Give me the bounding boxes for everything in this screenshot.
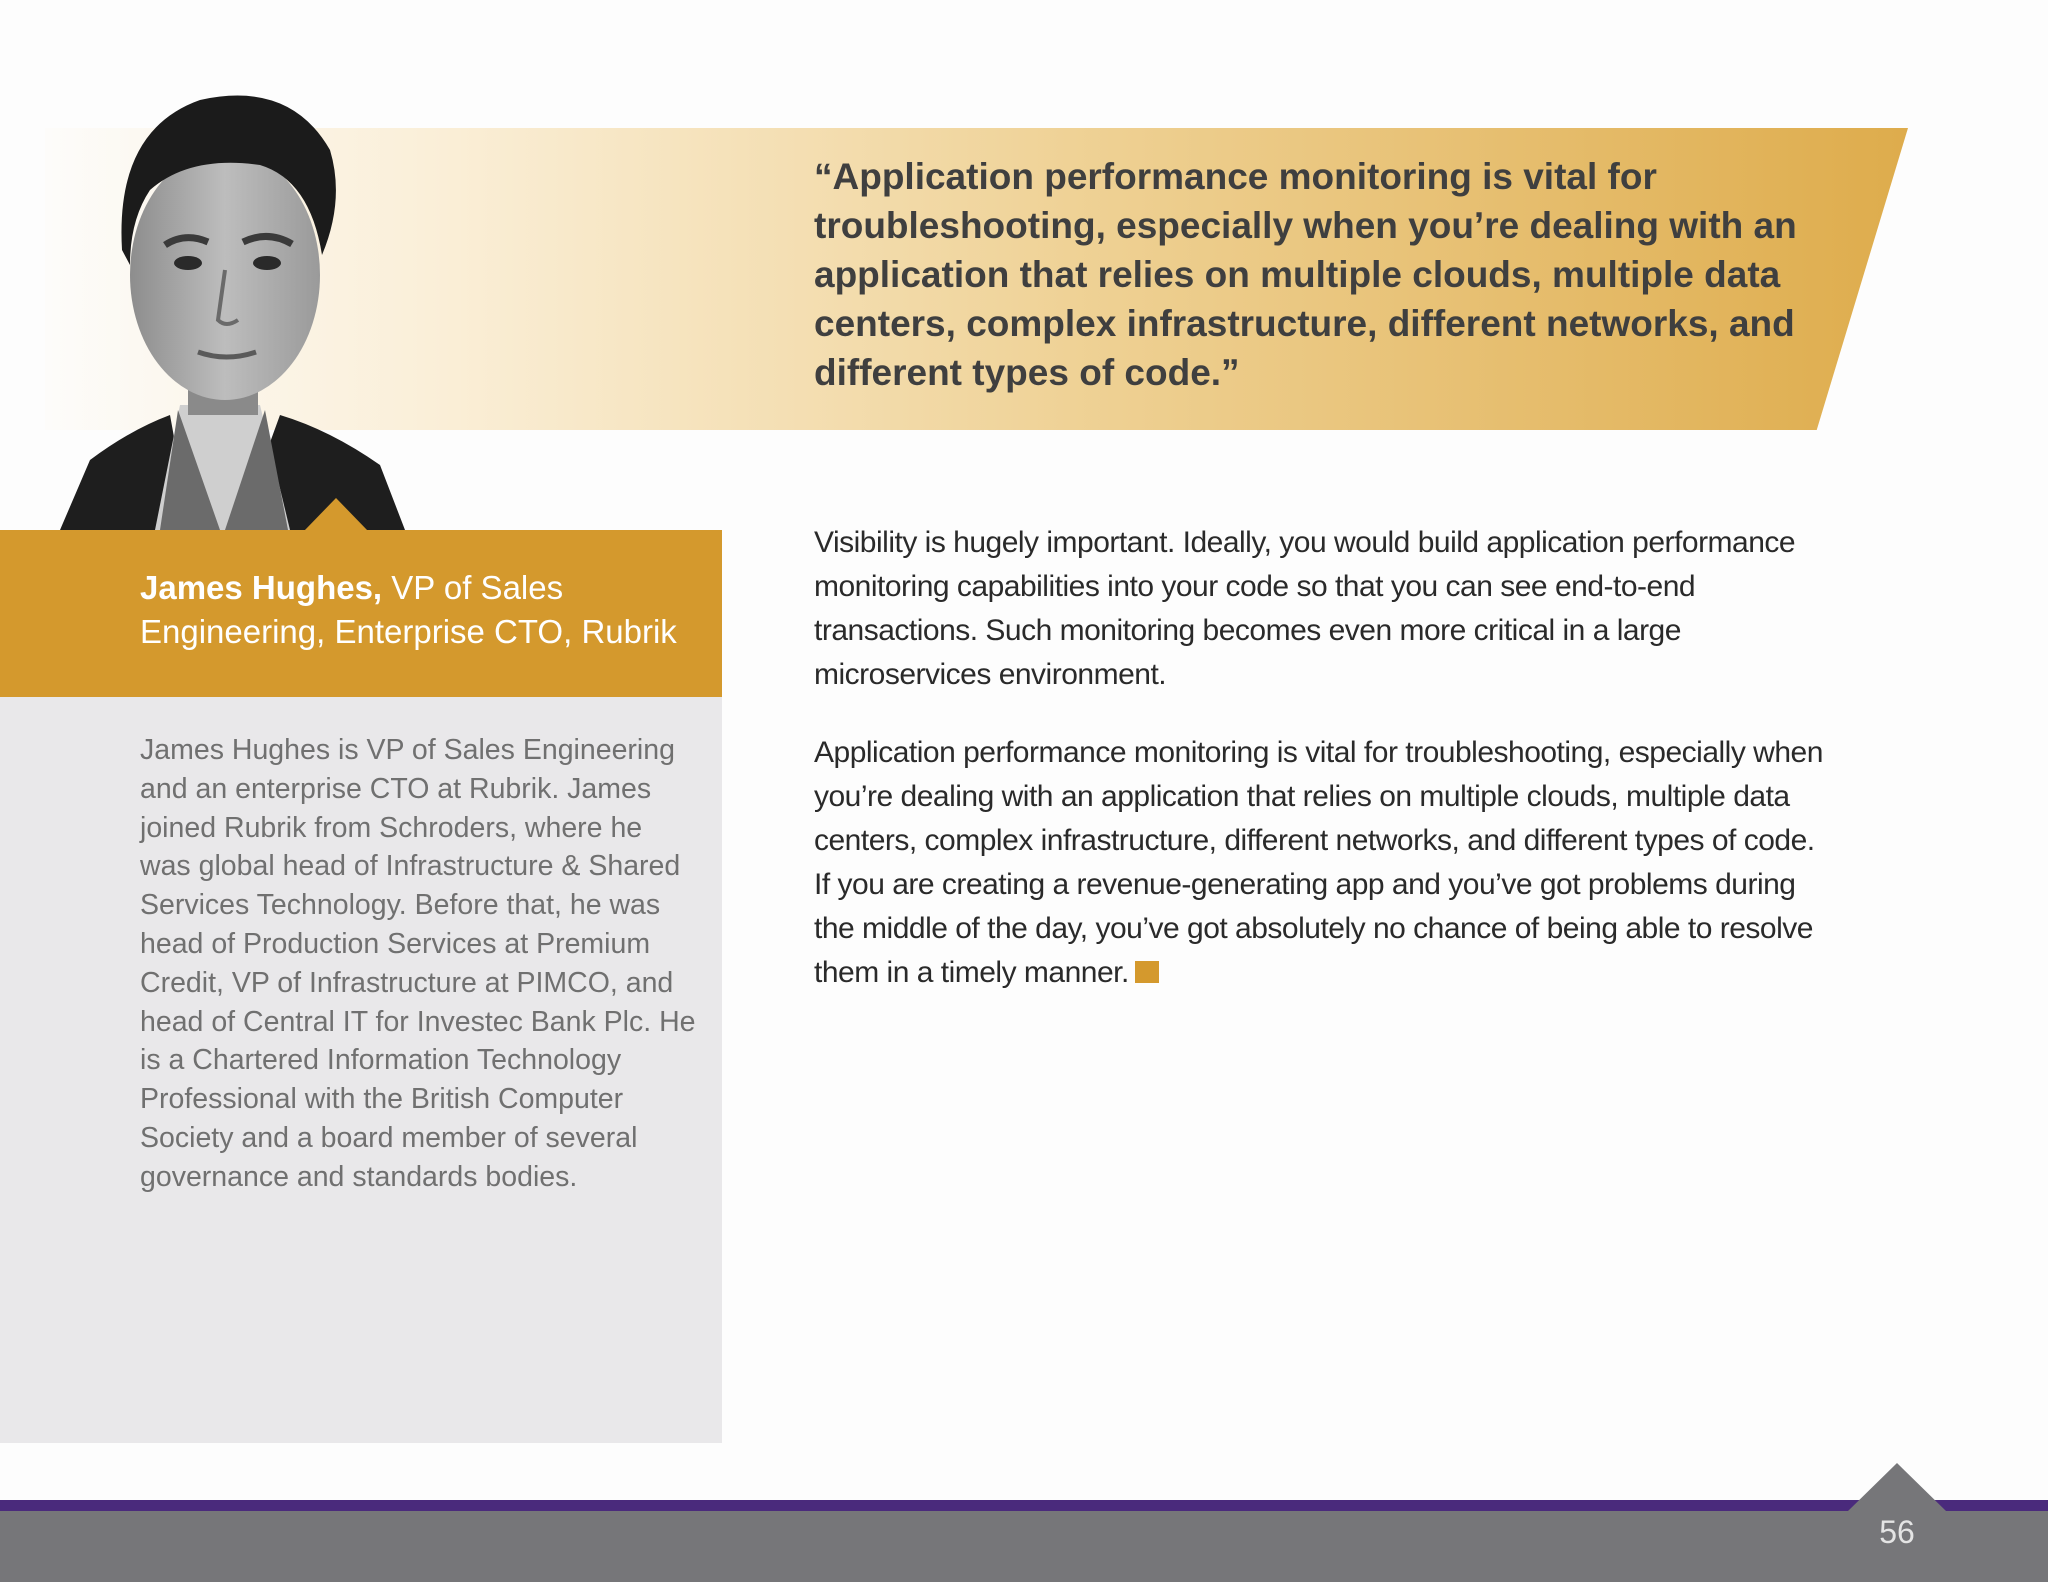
end-mark-icon (1135, 961, 1159, 983)
article-body (814, 521, 1834, 1029)
footer-accent-line (0, 1500, 2048, 1511)
bio-text: James Hughes is VP of Sales Engineering and an enterprise CTO at Rubrik. James joined Rubrik from Schroders, where he was global head of Infrastructure & Shared Services Technology. Before that, he was head of Production Services at Premium Credit, VP of Infrastructure at PIMCO, and head of Central IT for Investec Bank Plc. He is a Chartered Information Technology Professional with the British Computer Society and a board member of several governance and standards bodies. (140, 734, 696, 1193)
body-paragraph-2-text: Application performance monitoring is vital for troubleshooting, especially when you’re dealing with an application that relies on multiple clouds, multiple data centers, complex infrastructure, different networks, and different types of code. If you are creating a revenue-generating app and you’ve got problems during the middle of the day, you’ve got absolutely no chance of being able to resolve them in a timely manner. (814, 736, 1823, 989)
person-title: VP of Sales Engineering, Enterprise CTO, Rubrik (140, 569, 677, 650)
footer-bar (0, 1511, 2048, 1582)
body-paragraph-1: Visibility is hugely important. Ideally, you would build application performance monitoring capabilities into your code so that you can see end-to-end transactions. Such monitoring becomes even more critical in a large microservices environment. (814, 526, 1796, 691)
pull-quote: “Application performance monitoring is vital for troubleshooting, especially when you’re dealing with an application that relies on multiple clouds, multiple data centers, complex infrastructure, different networks, and different types of code.” (814, 156, 1797, 393)
person-name: James Hughes, (140, 569, 383, 606)
portrait-photo (60, 70, 420, 540)
person-name-title (140, 566, 700, 654)
name-box-notch (304, 498, 368, 531)
body-paragraph-2 (814, 731, 1834, 995)
page-number: 56 (1879, 1514, 1915, 1550)
footer-tab (1848, 1463, 1946, 1511)
